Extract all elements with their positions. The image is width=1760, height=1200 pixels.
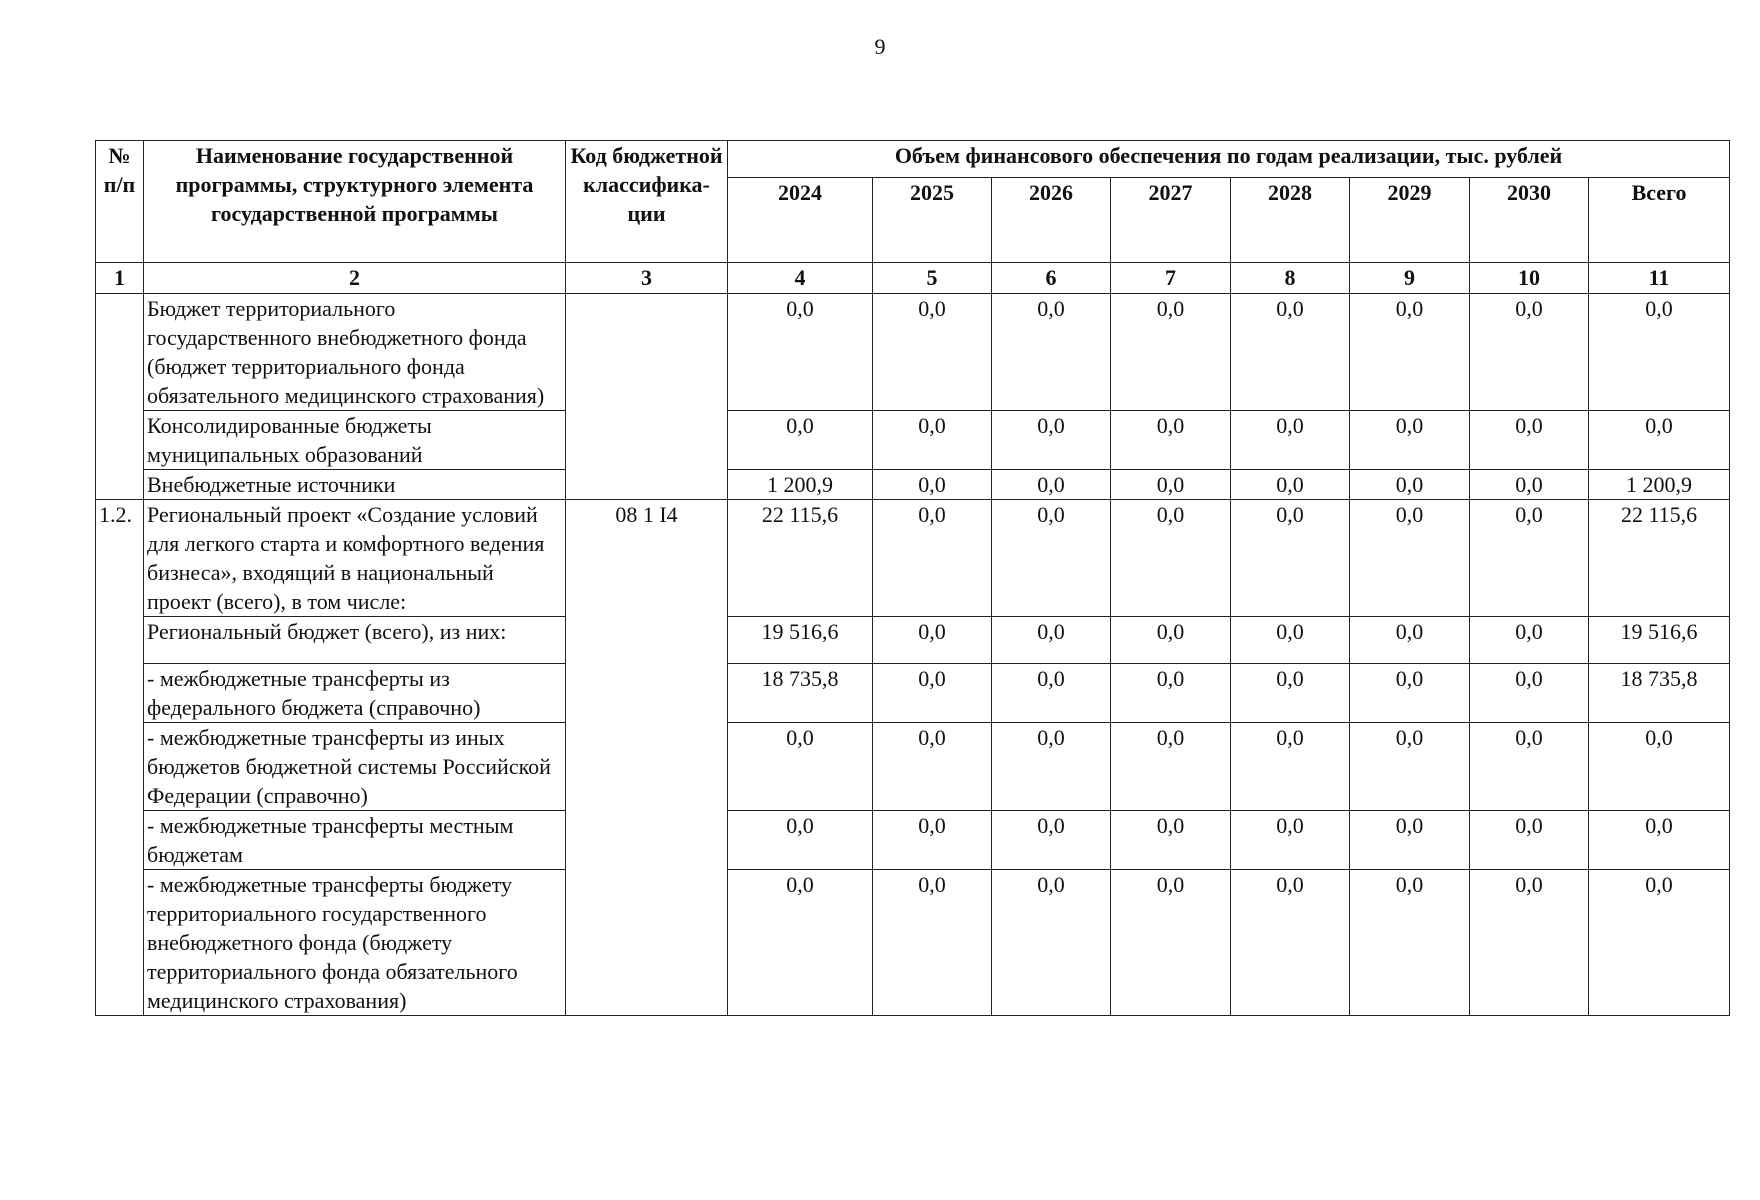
value-cell: 0,0 bbox=[1111, 411, 1231, 470]
row-name: Внебюджетные источники bbox=[144, 470, 566, 500]
header-year: 2028 bbox=[1231, 178, 1350, 263]
value-cell: 0,0 bbox=[1231, 617, 1350, 664]
value-cell: 0,0 bbox=[1111, 870, 1231, 1016]
value-cell: 0,0 bbox=[1111, 664, 1231, 723]
budget-code: 08 1 I4 bbox=[566, 500, 728, 1016]
page-number: 9 bbox=[874, 34, 886, 59]
value-cell: 0,0 bbox=[873, 664, 992, 723]
value-cell: 0,0 bbox=[1470, 870, 1589, 1016]
row-number bbox=[96, 294, 144, 500]
value-cell: 0,0 bbox=[1470, 723, 1589, 811]
header-year: 2024 bbox=[728, 178, 873, 263]
value-cell: 0,0 bbox=[873, 723, 992, 811]
column-number: 10 bbox=[1470, 263, 1589, 294]
value-cell: 0,0 bbox=[1111, 811, 1231, 870]
table-row bbox=[96, 870, 1730, 1016]
total-cell: 1 200,9 bbox=[1589, 470, 1730, 500]
value-cell: 0,0 bbox=[728, 723, 873, 811]
value-cell: 0,0 bbox=[1470, 664, 1589, 723]
value-cell: 0,0 bbox=[1111, 294, 1231, 411]
value-cell: 0,0 bbox=[1470, 811, 1589, 870]
value-cell: 0,0 bbox=[1231, 411, 1350, 470]
budget-code bbox=[566, 294, 728, 500]
value-cell: 0,0 bbox=[992, 617, 1111, 664]
total-cell: 18 735,8 bbox=[1589, 664, 1730, 723]
value-cell: 0,0 bbox=[1111, 470, 1231, 500]
header-name: Наименование государственной программы, структурного элемента государственной программы bbox=[144, 141, 566, 263]
table-row bbox=[96, 723, 1730, 811]
table-row bbox=[96, 500, 1730, 617]
value-cell: 0,0 bbox=[1231, 500, 1350, 617]
header-number: № п/п bbox=[96, 141, 144, 263]
row-name: - межбюджетные трансферты бюджету территориального государственного внебюджетного фонда (бюджету территориального фонда обязательного медицинского страхования) bbox=[144, 870, 566, 1016]
value-cell: 0,0 bbox=[1470, 411, 1589, 470]
value-cell: 0,0 bbox=[1470, 294, 1589, 411]
value-cell: 0,0 bbox=[1350, 664, 1470, 723]
value-cell: 0,0 bbox=[992, 411, 1111, 470]
column-number-row bbox=[96, 263, 1730, 294]
header-year: 2025 bbox=[873, 178, 992, 263]
header-year: 2026 bbox=[992, 178, 1111, 263]
value-cell: 0,0 bbox=[992, 294, 1111, 411]
value-cell: 0,0 bbox=[728, 811, 873, 870]
value-cell: 0,0 bbox=[992, 870, 1111, 1016]
value-cell: 0,0 bbox=[1231, 870, 1350, 1016]
value-cell: 0,0 bbox=[873, 411, 992, 470]
value-cell: 18 735,8 bbox=[728, 664, 873, 723]
total-cell: 0,0 bbox=[1589, 294, 1730, 411]
value-cell: 0,0 bbox=[1350, 294, 1470, 411]
value-cell: 0,0 bbox=[1350, 723, 1470, 811]
value-cell: 0,0 bbox=[728, 294, 873, 411]
value-cell: 0,0 bbox=[1231, 664, 1350, 723]
value-cell: 0,0 bbox=[1350, 617, 1470, 664]
total-cell: 0,0 bbox=[1589, 811, 1730, 870]
table-row bbox=[96, 664, 1730, 723]
column-number: 7 bbox=[1111, 263, 1231, 294]
column-number: 1 bbox=[96, 263, 144, 294]
row-name: Бюджет территориального государственного внебюджетного фонда (бюджет территориального фонда обязательного медицинского страхования) bbox=[144, 294, 566, 411]
value-cell: 0,0 bbox=[873, 500, 992, 617]
header-year: 2027 bbox=[1111, 178, 1231, 263]
value-cell: 0,0 bbox=[1231, 723, 1350, 811]
header-year: 2029 bbox=[1350, 178, 1470, 263]
value-cell: 0,0 bbox=[992, 723, 1111, 811]
value-cell: 0,0 bbox=[1350, 470, 1470, 500]
table-row bbox=[96, 811, 1730, 870]
value-cell: 1 200,9 bbox=[728, 470, 873, 500]
column-number: 4 bbox=[728, 263, 873, 294]
total-cell: 0,0 bbox=[1589, 411, 1730, 470]
value-cell: 0,0 bbox=[873, 470, 992, 500]
value-cell: 0,0 bbox=[992, 470, 1111, 500]
total-cell: 22 115,6 bbox=[1589, 500, 1730, 617]
row-name: - межбюджетные трансферты из иных бюджетов бюджетной системы Российской Федерации (справочно) bbox=[144, 723, 566, 811]
value-cell: 0,0 bbox=[1231, 470, 1350, 500]
header-volume: Объем финансового обеспечения по годам реализации, тыс. рублей bbox=[728, 141, 1730, 178]
value-cell: 0,0 bbox=[1111, 500, 1231, 617]
value-cell: 0,0 bbox=[992, 811, 1111, 870]
value-cell: 0,0 bbox=[1111, 617, 1231, 664]
value-cell: 0,0 bbox=[873, 870, 992, 1016]
value-cell: 22 115,6 bbox=[728, 500, 873, 617]
row-name: Региональный проект «Создание условий для легкого старта и комфортного ведения бизнеса», входящий в национальный проект (всего), в том числе: bbox=[144, 500, 566, 617]
row-number: 1.2. bbox=[96, 500, 144, 1016]
header-year: 2030 bbox=[1470, 178, 1589, 263]
column-number: 5 bbox=[873, 263, 992, 294]
total-cell: 19 516,6 bbox=[1589, 617, 1730, 664]
value-cell: 0,0 bbox=[1470, 500, 1589, 617]
value-cell: 0,0 bbox=[992, 500, 1111, 617]
value-cell: 0,0 bbox=[1470, 617, 1589, 664]
header-code: Код бюджетной классифика-ции bbox=[566, 141, 728, 263]
value-cell: 0,0 bbox=[992, 664, 1111, 723]
row-name: - межбюджетные трансферты местным бюджетам bbox=[144, 811, 566, 870]
value-cell: 19 516,6 bbox=[728, 617, 873, 664]
value-cell: 0,0 bbox=[728, 870, 873, 1016]
row-name: Региональный бюджет (всего), из них: bbox=[144, 617, 566, 664]
value-cell: 0,0 bbox=[1470, 470, 1589, 500]
table-row bbox=[96, 617, 1730, 664]
value-cell: 0,0 bbox=[873, 617, 992, 664]
value-cell: 0,0 bbox=[873, 294, 992, 411]
row-name: Консолидированные бюджеты муниципальных образований bbox=[144, 411, 566, 470]
value-cell: 0,0 bbox=[1231, 811, 1350, 870]
column-number: 11 bbox=[1589, 263, 1730, 294]
table-row bbox=[96, 470, 1730, 500]
value-cell: 0,0 bbox=[873, 811, 992, 870]
financing-table bbox=[95, 140, 1730, 1016]
column-number: 6 bbox=[992, 263, 1111, 294]
column-number: 9 bbox=[1350, 263, 1470, 294]
header-total: Всего bbox=[1589, 178, 1730, 263]
column-number: 2 bbox=[144, 263, 566, 294]
total-cell: 0,0 bbox=[1589, 870, 1730, 1016]
value-cell: 0,0 bbox=[1231, 294, 1350, 411]
total-cell: 0,0 bbox=[1589, 723, 1730, 811]
row-name: - межбюджетные трансферты из федерального бюджета (справочно) bbox=[144, 664, 566, 723]
value-cell: 0,0 bbox=[1111, 723, 1231, 811]
column-number: 8 bbox=[1231, 263, 1350, 294]
value-cell: 0,0 bbox=[1350, 500, 1470, 617]
table-row bbox=[96, 294, 1730, 411]
value-cell: 0,0 bbox=[1350, 811, 1470, 870]
value-cell: 0,0 bbox=[1350, 870, 1470, 1016]
table-row bbox=[96, 411, 1730, 470]
value-cell: 0,0 bbox=[728, 411, 873, 470]
column-number: 3 bbox=[566, 263, 728, 294]
value-cell: 0,0 bbox=[1350, 411, 1470, 470]
